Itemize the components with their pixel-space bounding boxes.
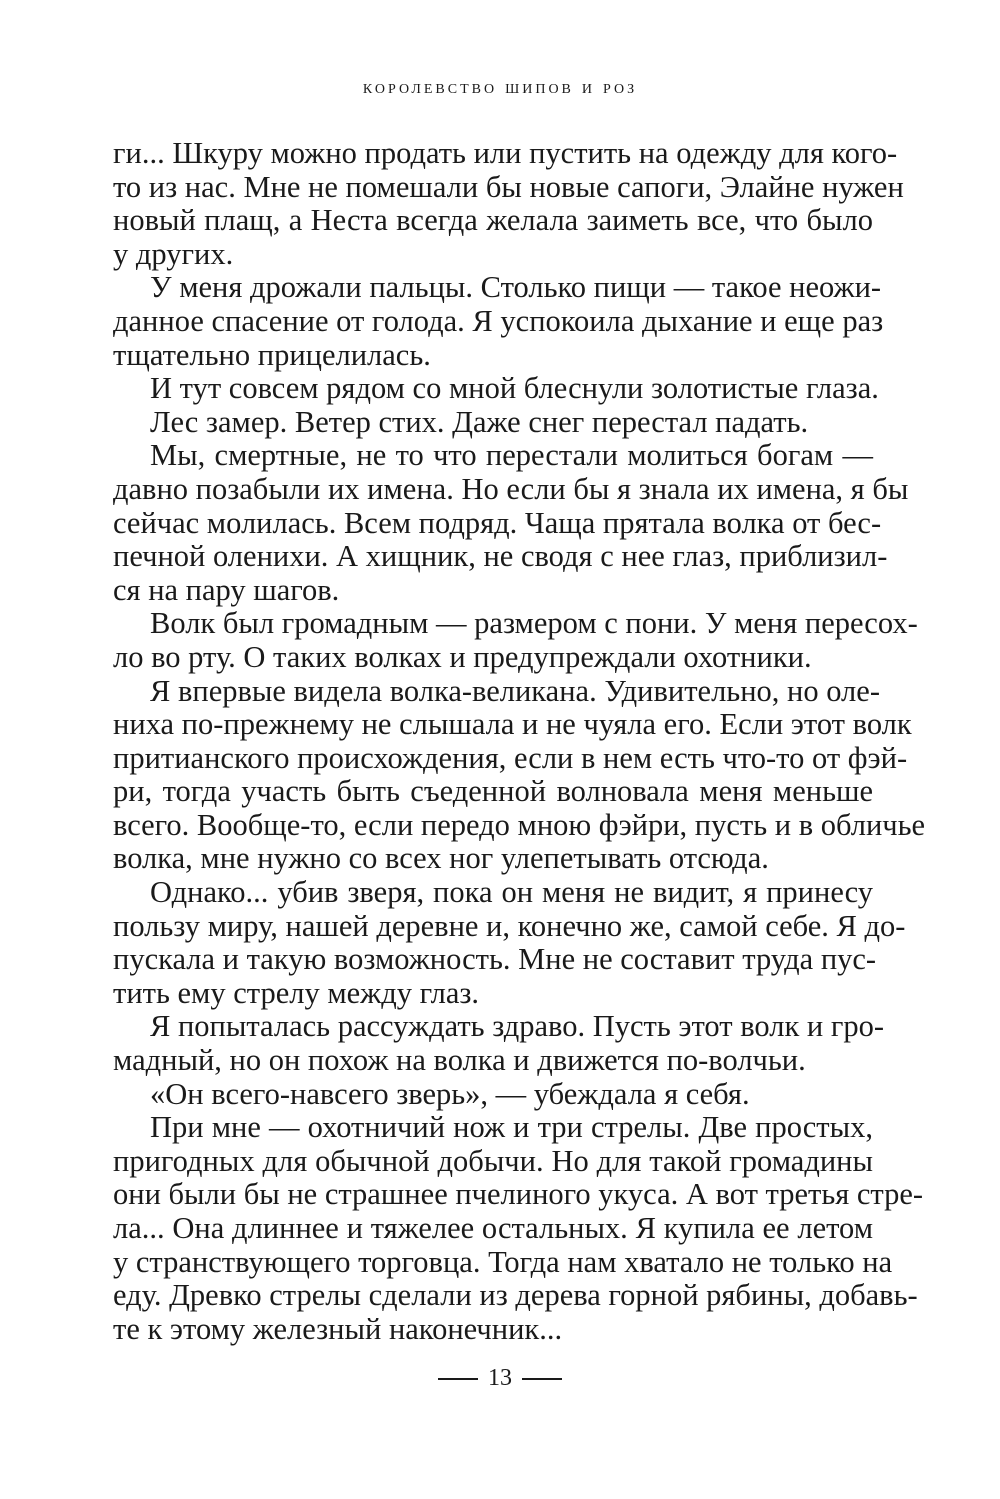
- text-line: данное спасение от голода. Я успокоила дыхание и еще раз: [113, 303, 884, 338]
- text-line: печной оленихи. А хищник, не сводя с нее глаз, приблизил-: [113, 539, 888, 574]
- text-line: тщательно прицелилась.: [113, 337, 431, 372]
- text-line: Я впервые видела волка-великана. Удивительно, но оле-: [150, 673, 880, 708]
- paragraph: [113, 438, 909, 607]
- paragraph: [113, 406, 873, 440]
- body-text: [113, 136, 926, 1346]
- text-line: Лес замер. Ветер стих. Даже снег перестал падать.: [150, 404, 809, 439]
- paragraph: [113, 1110, 924, 1346]
- text-line: притианского происхождения, если в нем есть что-то от фэй-: [113, 740, 908, 775]
- text-line: у странствующего торговца. Тогда нам хватало не только на: [113, 1244, 893, 1279]
- text-line: то из нас. Мне не помешали бы новые сапоги, Элайне нужен: [113, 169, 904, 204]
- text-line: Однако... убив зверя, пока он меня не видит, я принесу: [150, 875, 873, 910]
- page-folio: [0, 1365, 1000, 1392]
- text-line: ло во рту. О таких волках и предупреждали охотники.: [113, 639, 812, 674]
- text-line: ниха по-прежнему не слышала и не чуяла его. Если этот волк: [113, 707, 912, 742]
- text-line: мадный, но он похож на волка и движется по-волчьи.: [113, 1043, 806, 1078]
- text-line: волка, мне нужно со всех ног улепетывать отсюда.: [113, 841, 769, 876]
- text-line: Мы, смертные, не то что перестали молиться богам —: [150, 438, 873, 473]
- paragraph: [113, 606, 918, 674]
- text-line: давно позабыли их имена. Но если бы я знала их имена, я бы: [113, 471, 909, 506]
- text-line: сейчас молилась. Всем подряд. Чаща прятала волка от бес-: [113, 505, 882, 540]
- paragraph: [113, 875, 906, 1010]
- paragraph: [113, 1009, 885, 1078]
- paragraph: [113, 371, 879, 406]
- text-line: всего. Вообще-то, если передо мною фэйри, пусть и в обличье: [113, 807, 926, 842]
- text-line: ся на пару шагов.: [113, 572, 340, 607]
- text-line: тить ему стрелу между глаз.: [113, 975, 480, 1010]
- text-line: еду. Древко стрелы сделали из дерева горной рябины, добавь-: [113, 1278, 918, 1313]
- text-line: Я попыталась рассуждать здраво. Пусть этот волк и гро-: [150, 1009, 885, 1044]
- paragraph: [113, 1078, 873, 1112]
- running-head: королевство шипов и роз: [362, 76, 638, 98]
- text-line: У меня дрожали пальцы. Столько пищи — такое неожи-: [150, 270, 882, 305]
- text-line: ла... Она длиннее и тяжелее остальных. Я купила ее летом: [113, 1211, 873, 1245]
- page-number: 13: [488, 1365, 512, 1391]
- text-line: «Он всего-навсего зверь», — убеждала я себя.: [150, 1076, 750, 1111]
- text-line: пригодных для обычной добычи. Но для такой громадины: [113, 1143, 873, 1178]
- text-line: те к этому железный наконечник...: [113, 1311, 563, 1346]
- folio-dash-right: [522, 1378, 562, 1380]
- paragraph: [113, 270, 884, 372]
- text-line: И тут совсем рядом со мной блеснули золотистые глаза.: [150, 371, 879, 406]
- text-line: пускала и такую возможность. Мне не составит труда пус-: [113, 942, 877, 977]
- folio-dash-left: [438, 1378, 478, 1380]
- text-line: ри, тогда участь быть съеденной волновала меня меньше: [113, 774, 873, 809]
- paragraph: [113, 136, 904, 271]
- text-line: ги... Шкуру можно продать или пустить на одежду для кого-: [113, 136, 898, 170]
- text-line: новый плащ, а Неста всегда желала заиметь все, что было: [113, 203, 873, 238]
- paragraph: [113, 673, 926, 877]
- text-line: Волк был громадным — размером с пони. У меня пересох-: [150, 606, 918, 641]
- text-line: пользу миру, нашей деревне и, конечно же, самой себе. Я до-: [113, 908, 906, 943]
- text-line: у других.: [113, 236, 234, 271]
- text-line: При мне — охотничий нож и три стрелы. Две простых,: [150, 1110, 873, 1145]
- text-line: они были бы не страшнее пчелиного укуса. А вот третья стре-: [113, 1177, 924, 1212]
